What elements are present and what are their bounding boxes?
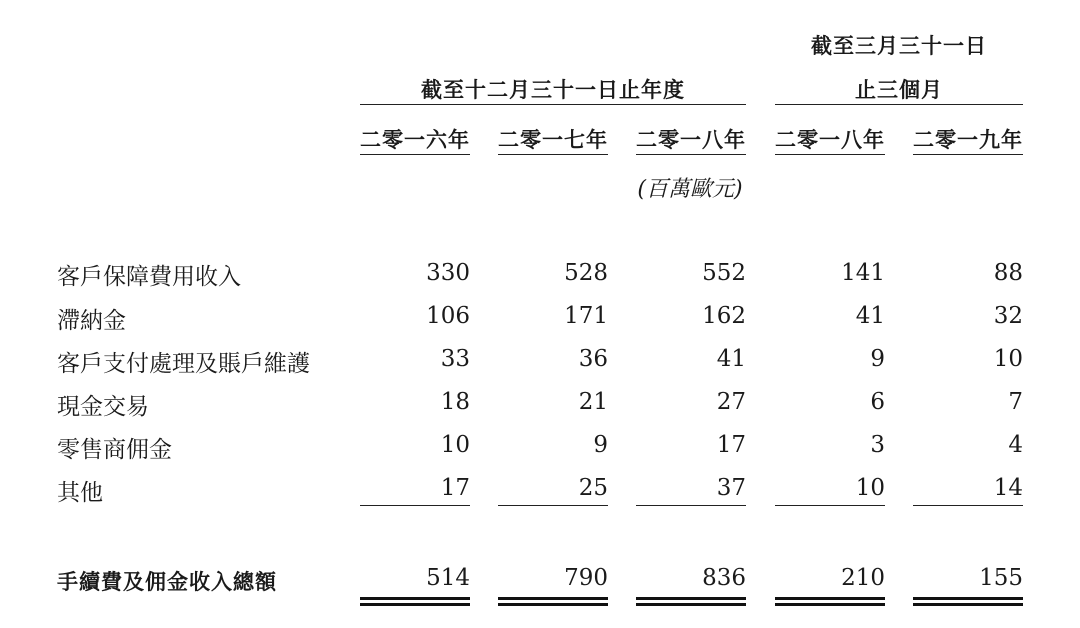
year-rule-1 xyxy=(360,154,470,155)
year-rule-2 xyxy=(498,154,608,155)
row-label-cash-transactions: 現金交易 xyxy=(57,394,149,420)
total-c4: 155 xyxy=(979,565,1023,591)
subtotal-rule-5 xyxy=(913,505,1023,506)
cell-r2-c3: 9 xyxy=(870,346,885,372)
period-annual-header: 截至十二月三十一日止年度 xyxy=(421,78,685,102)
annual-header-rule xyxy=(360,104,746,105)
period-quarter-header-line2: 止三個月 xyxy=(855,78,943,102)
total-c0: 514 xyxy=(426,565,470,591)
cell-r3-c4: 7 xyxy=(1008,389,1023,415)
year-rule-4 xyxy=(775,154,885,155)
year-rule-5 xyxy=(913,154,1023,155)
year-header-2017: 二零一七年 xyxy=(498,128,608,152)
year-rule-3 xyxy=(636,154,746,155)
cell-r3-c3: 6 xyxy=(870,389,885,415)
cell-r0-c2: 552 xyxy=(702,260,746,286)
cell-r1-c0: 106 xyxy=(426,303,470,329)
total-double-rule-1 xyxy=(360,597,470,606)
cell-r4-c3: 3 xyxy=(870,432,885,458)
row-label-retailer-commissions: 零售商佣金 xyxy=(57,437,172,463)
cell-r3-c0: 18 xyxy=(440,389,470,415)
cell-r1-c2: 162 xyxy=(702,303,746,329)
cell-r4-c1: 9 xyxy=(593,432,608,458)
year-header-q-2019: 二零一九年 xyxy=(913,128,1023,152)
cell-r3-c2: 27 xyxy=(716,389,746,415)
cell-r5-c2: 37 xyxy=(716,475,746,501)
year-header-2016: 二零一六年 xyxy=(360,128,470,152)
subtotal-rule-4 xyxy=(775,505,885,506)
row-label-late-fees: 滯納金 xyxy=(57,308,126,334)
cell-r1-c4: 32 xyxy=(993,303,1023,329)
row-label-others: 其他 xyxy=(57,480,103,506)
total-double-rule-4 xyxy=(775,597,885,606)
subtotal-rule-1 xyxy=(360,505,470,506)
cell-r1-c3: 41 xyxy=(855,303,885,329)
total-double-rule-5 xyxy=(913,597,1023,606)
cell-r0-c3: 141 xyxy=(841,260,885,286)
unit-label: (百萬歐元) xyxy=(637,177,743,202)
cell-r4-c0: 10 xyxy=(440,432,470,458)
cell-r5-c1: 25 xyxy=(578,475,608,501)
cell-r0-c4: 88 xyxy=(993,260,1023,286)
cell-r3-c1: 21 xyxy=(578,389,608,415)
subtotal-rule-3 xyxy=(636,505,746,506)
cell-r0-c0: 330 xyxy=(426,260,470,286)
cell-r2-c1: 36 xyxy=(578,346,608,372)
subtotal-rule-2 xyxy=(498,505,608,506)
cell-r2-c2: 41 xyxy=(716,346,746,372)
total-double-rule-2 xyxy=(498,597,608,606)
cell-r5-c0: 17 xyxy=(440,475,470,501)
total-c2: 836 xyxy=(702,565,746,591)
row-label-payment-processing: 客戶支付處理及賬戶維護 xyxy=(57,351,310,377)
cell-r4-c4: 4 xyxy=(1008,432,1023,458)
period-quarter-header-line1: 截至三月三十一日 xyxy=(811,34,987,58)
cell-r2-c4: 10 xyxy=(993,346,1023,372)
total-double-rule-3 xyxy=(636,597,746,606)
total-c1: 790 xyxy=(564,565,608,591)
cell-r4-c2: 17 xyxy=(716,432,746,458)
cell-r5-c4: 14 xyxy=(993,475,1023,501)
row-label-customer-protection-fees: 客戶保障費用收入 xyxy=(57,264,241,290)
cell-r1-c1: 171 xyxy=(564,303,608,329)
total-c3: 210 xyxy=(841,565,885,591)
cell-r0-c1: 528 xyxy=(564,260,608,286)
cell-r2-c0: 33 xyxy=(440,346,470,372)
year-header-2018: 二零一八年 xyxy=(636,128,746,152)
year-header-q-2018: 二零一八年 xyxy=(775,128,885,152)
total-label: 手續費及佣金收入總額 xyxy=(57,570,277,594)
quarter-header-rule xyxy=(775,104,1023,105)
cell-r5-c3: 10 xyxy=(855,475,885,501)
